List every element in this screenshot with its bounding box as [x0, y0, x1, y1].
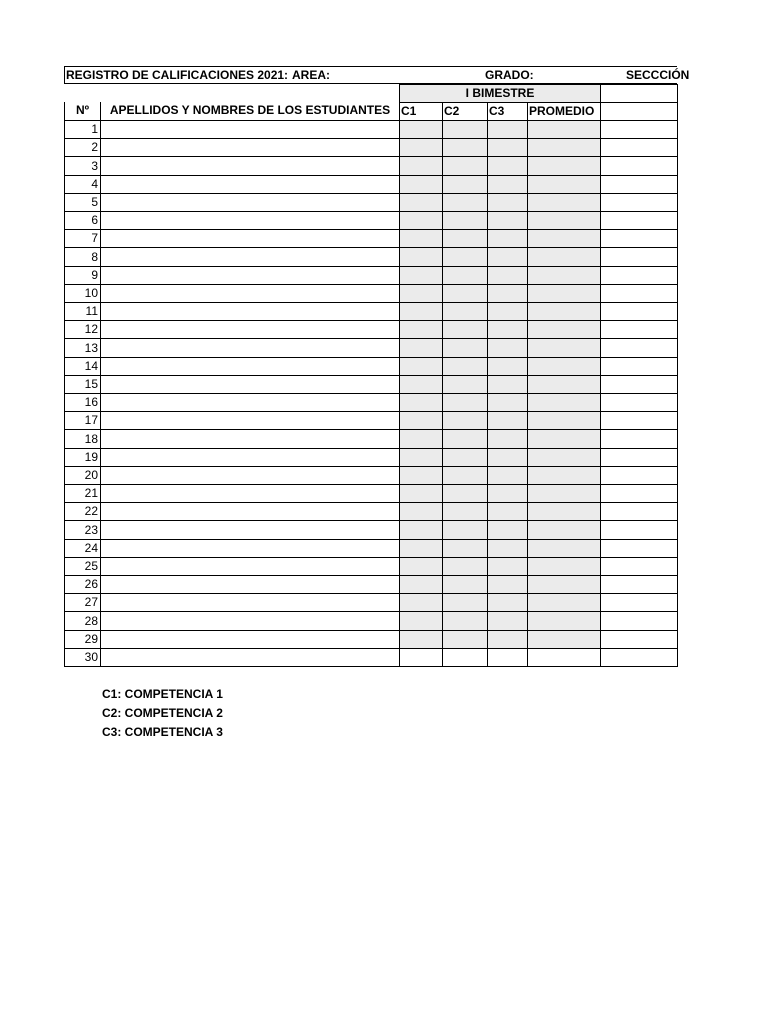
extra-cell[interactable] [600, 320, 678, 339]
extra-cell[interactable] [600, 229, 678, 248]
promedio-cell[interactable] [527, 520, 601, 540]
c2-cell[interactable] [442, 393, 488, 412]
extra-cell[interactable] [600, 266, 678, 285]
row-number: 5 [64, 193, 101, 212]
c2-cell[interactable] [442, 466, 488, 485]
c3-cell[interactable] [487, 120, 528, 139]
extra-cell[interactable] [600, 593, 678, 612]
extra-cell[interactable] [600, 429, 678, 449]
c1-cell[interactable] [399, 429, 443, 449]
title-row [64, 66, 690, 84]
col-header-num: Nº [64, 102, 101, 121]
promedio-cell[interactable] [527, 266, 601, 285]
c3-cell[interactable] [487, 593, 528, 612]
student-name-cell[interactable] [100, 393, 400, 412]
extra-cell[interactable] [600, 284, 678, 303]
extra-cell[interactable] [600, 557, 678, 576]
extra-cell[interactable] [600, 156, 678, 176]
c2-cell[interactable] [442, 175, 488, 194]
c1-cell[interactable] [399, 156, 443, 176]
row-number: 24 [64, 539, 101, 558]
c1-cell[interactable] [399, 338, 443, 358]
promedio-cell[interactable] [527, 539, 601, 558]
row-number: 9 [64, 266, 101, 285]
seccion-label: SECCCIÓN [626, 68, 690, 82]
c2-cell[interactable] [442, 320, 488, 339]
c1-cell[interactable] [399, 448, 443, 467]
row-number: 10 [64, 284, 101, 303]
c2-cell[interactable] [442, 193, 488, 212]
extra-cell[interactable] [600, 648, 678, 667]
c3-cell[interactable] [487, 138, 528, 157]
c3-cell[interactable] [487, 502, 528, 521]
c3-cell[interactable] [487, 611, 528, 631]
extra-cell[interactable] [600, 466, 678, 485]
student-name-cell[interactable] [100, 466, 400, 485]
row-number: 27 [64, 593, 101, 612]
c2-cell[interactable] [442, 375, 488, 394]
c2-cell[interactable] [442, 611, 488, 631]
c3-cell[interactable] [487, 557, 528, 576]
c2-cell[interactable] [442, 520, 488, 540]
promedio-cell[interactable] [527, 320, 601, 339]
legend-c2: C2: COMPETENCIA 2 [102, 706, 223, 720]
student-name-cell[interactable] [100, 284, 400, 303]
row-number: 25 [64, 557, 101, 576]
extra-cell[interactable] [600, 611, 678, 631]
student-name-cell[interactable] [100, 520, 400, 540]
c2-cell[interactable] [442, 539, 488, 558]
c1-cell[interactable] [399, 502, 443, 521]
c2-cell[interactable] [442, 138, 488, 157]
c3-cell[interactable] [487, 648, 528, 667]
c3-cell[interactable] [487, 429, 528, 449]
student-name-cell[interactable] [100, 648, 400, 667]
c1-cell[interactable] [399, 611, 443, 631]
promedio-cell[interactable] [527, 448, 601, 467]
c1-cell[interactable] [399, 320, 443, 339]
row-number: 28 [64, 611, 101, 631]
promedio-cell[interactable] [527, 484, 601, 503]
col-header-extra [600, 102, 678, 121]
row-number: 8 [64, 247, 101, 267]
row-number: 16 [64, 393, 101, 412]
row-number: 18 [64, 429, 101, 449]
promedio-cell[interactable] [527, 393, 601, 412]
c2-cell[interactable] [442, 411, 488, 430]
promedio-cell[interactable] [527, 302, 601, 321]
c3-cell[interactable] [487, 193, 528, 212]
c3-cell[interactable] [487, 357, 528, 376]
legend-c1: C1: COMPETENCIA 1 [102, 687, 223, 701]
col-header-promedio: PROMEDIO [527, 102, 601, 121]
extra-cell[interactable] [600, 302, 678, 321]
row-number: 6 [64, 211, 101, 230]
student-name-cell[interactable] [100, 120, 400, 139]
c1-cell[interactable] [399, 593, 443, 612]
c2-cell[interactable] [442, 302, 488, 321]
promedio-cell[interactable] [527, 284, 601, 303]
student-name-cell[interactable] [100, 229, 400, 248]
col-header-c3: C3 [487, 102, 528, 121]
c1-cell[interactable] [399, 302, 443, 321]
col-header-c2: C2 [442, 102, 488, 121]
extra-cell[interactable] [600, 393, 678, 412]
student-name-cell[interactable] [100, 557, 400, 576]
c2-cell[interactable] [442, 630, 488, 649]
c3-cell[interactable] [487, 466, 528, 485]
student-name-cell[interactable] [100, 193, 400, 212]
c1-cell[interactable] [399, 466, 443, 485]
promedio-cell[interactable] [527, 247, 601, 267]
promedio-cell[interactable] [527, 630, 601, 649]
row-number: 15 [64, 375, 101, 394]
bimestre-header: I BIMESTRE [399, 84, 601, 103]
c2-cell[interactable] [442, 284, 488, 303]
promedio-cell[interactable] [527, 120, 601, 139]
promedio-cell[interactable] [527, 375, 601, 394]
promedio-cell[interactable] [527, 575, 601, 594]
c2-cell[interactable] [442, 229, 488, 248]
extra-cell[interactable] [600, 375, 678, 394]
promedio-cell[interactable] [527, 357, 601, 376]
header-blank-right [600, 84, 678, 103]
c3-cell[interactable] [487, 266, 528, 285]
promedio-cell[interactable] [527, 338, 601, 358]
area-label: AREA: [292, 68, 330, 82]
student-name-cell[interactable] [100, 611, 400, 631]
c3-cell[interactable] [487, 375, 528, 394]
c1-cell[interactable] [399, 284, 443, 303]
student-name-cell[interactable] [100, 411, 400, 430]
c1-cell[interactable] [399, 393, 443, 412]
c3-cell[interactable] [487, 247, 528, 267]
student-name-cell[interactable] [100, 593, 400, 612]
c3-cell[interactable] [487, 284, 528, 303]
c3-cell[interactable] [487, 156, 528, 176]
promedio-cell[interactable] [527, 593, 601, 612]
student-name-cell[interactable] [100, 211, 400, 230]
promedio-cell[interactable] [527, 557, 601, 576]
c2-cell[interactable] [442, 448, 488, 467]
promedio-cell[interactable] [527, 411, 601, 430]
student-name-cell[interactable] [100, 266, 400, 285]
row-number: 17 [64, 411, 101, 430]
c2-cell[interactable] [442, 502, 488, 521]
legend-c3: C3: COMPETENCIA 3 [102, 725, 223, 739]
student-name-cell[interactable] [100, 338, 400, 358]
c2-cell[interactable] [442, 648, 488, 667]
c3-cell[interactable] [487, 175, 528, 194]
c1-cell[interactable] [399, 120, 443, 139]
c3-cell[interactable] [487, 539, 528, 558]
student-name-cell[interactable] [100, 138, 400, 157]
c2-cell[interactable] [442, 575, 488, 594]
row-number: 13 [64, 338, 101, 358]
c3-cell[interactable] [487, 338, 528, 358]
promedio-cell[interactable] [527, 466, 601, 485]
promedio-cell[interactable] [527, 156, 601, 176]
c2-cell[interactable] [442, 429, 488, 449]
c1-cell[interactable] [399, 411, 443, 430]
student-name-cell[interactable] [100, 484, 400, 503]
extra-cell[interactable] [600, 247, 678, 267]
student-name-cell[interactable] [100, 539, 400, 558]
extra-cell[interactable] [600, 193, 678, 212]
c2-cell[interactable] [442, 247, 488, 267]
c1-cell[interactable] [399, 247, 443, 267]
c3-cell[interactable] [487, 411, 528, 430]
extra-cell[interactable] [600, 520, 678, 540]
extra-cell[interactable] [600, 484, 678, 503]
c3-cell[interactable] [487, 393, 528, 412]
row-number: 26 [64, 575, 101, 594]
c1-cell[interactable] [399, 575, 443, 594]
extra-cell[interactable] [600, 502, 678, 521]
student-name-cell[interactable] [100, 175, 400, 194]
c1-cell[interactable] [399, 266, 443, 285]
c2-cell[interactable] [442, 266, 488, 285]
c1-cell[interactable] [399, 375, 443, 394]
register-title: REGISTRO DE CALIFICACIONES 2021: [66, 68, 289, 82]
c3-cell[interactable] [487, 211, 528, 230]
c1-cell[interactable] [399, 648, 443, 667]
row-number: 12 [64, 320, 101, 339]
row-number: 14 [64, 357, 101, 376]
row-number: 20 [64, 466, 101, 485]
promedio-cell[interactable] [527, 138, 601, 157]
row-number: 7 [64, 229, 101, 248]
c3-cell[interactable] [487, 484, 528, 503]
extra-cell[interactable] [600, 338, 678, 358]
promedio-cell[interactable] [527, 648, 601, 667]
c1-cell[interactable] [399, 138, 443, 157]
row-number: 2 [64, 138, 101, 157]
student-name-cell[interactable] [100, 156, 400, 176]
student-name-cell[interactable] [100, 302, 400, 321]
promedio-cell[interactable] [527, 229, 601, 248]
student-name-cell[interactable] [100, 448, 400, 467]
extra-cell[interactable] [600, 120, 678, 139]
student-name-cell[interactable] [100, 502, 400, 521]
extra-cell[interactable] [600, 357, 678, 376]
extra-cell[interactable] [600, 211, 678, 230]
c3-cell[interactable] [487, 520, 528, 540]
extra-cell[interactable] [600, 138, 678, 157]
header-blank-left [64, 84, 400, 103]
c2-cell[interactable] [442, 484, 488, 503]
c1-cell[interactable] [399, 630, 443, 649]
c1-cell[interactable] [399, 520, 443, 540]
c2-cell[interactable] [442, 593, 488, 612]
c3-cell[interactable] [487, 630, 528, 649]
promedio-cell[interactable] [527, 211, 601, 230]
row-number: 30 [64, 648, 101, 667]
grado-label: GRADO: [485, 68, 534, 82]
c2-cell[interactable] [442, 338, 488, 358]
promedio-cell[interactable] [527, 611, 601, 631]
promedio-cell[interactable] [527, 429, 601, 449]
extra-cell[interactable] [600, 575, 678, 594]
c2-cell[interactable] [442, 211, 488, 230]
col-header-c1: C1 [399, 102, 443, 121]
row-number: 22 [64, 502, 101, 521]
extra-cell[interactable] [600, 539, 678, 558]
student-name-cell[interactable] [100, 429, 400, 449]
row-number: 11 [64, 302, 101, 321]
row-number: 3 [64, 156, 101, 176]
c1-cell[interactable] [399, 357, 443, 376]
row-number: 23 [64, 520, 101, 540]
promedio-cell[interactable] [527, 175, 601, 194]
c3-cell[interactable] [487, 575, 528, 594]
c1-cell[interactable] [399, 211, 443, 230]
c3-cell[interactable] [487, 229, 528, 248]
student-name-cell[interactable] [100, 247, 400, 267]
c1-cell[interactable] [399, 175, 443, 194]
row-number: 21 [64, 484, 101, 503]
student-name-cell[interactable] [100, 575, 400, 594]
c2-cell[interactable] [442, 156, 488, 176]
c1-cell[interactable] [399, 484, 443, 503]
c3-cell[interactable] [487, 448, 528, 467]
extra-cell[interactable] [600, 411, 678, 430]
student-name-cell[interactable] [100, 375, 400, 394]
promedio-cell[interactable] [527, 502, 601, 521]
row-number: 29 [64, 630, 101, 649]
extra-cell[interactable] [600, 175, 678, 194]
c1-cell[interactable] [399, 557, 443, 576]
promedio-cell[interactable] [527, 193, 601, 212]
c2-cell[interactable] [442, 357, 488, 376]
extra-cell[interactable] [600, 448, 678, 467]
c3-cell[interactable] [487, 320, 528, 339]
extra-cell[interactable] [600, 630, 678, 649]
student-name-cell[interactable] [100, 630, 400, 649]
col-header-names: APELLIDOS Y NOMBRES DE LOS ESTUDIANTES [100, 102, 400, 121]
c1-cell[interactable] [399, 193, 443, 212]
c3-cell[interactable] [487, 302, 528, 321]
c2-cell[interactable] [442, 557, 488, 576]
row-number: 4 [64, 175, 101, 194]
c1-cell[interactable] [399, 539, 443, 558]
c2-cell[interactable] [442, 120, 488, 139]
row-number: 1 [64, 120, 101, 139]
c1-cell[interactable] [399, 229, 443, 248]
student-name-cell[interactable] [100, 320, 400, 339]
row-number: 19 [64, 448, 101, 467]
student-name-cell[interactable] [100, 357, 400, 376]
